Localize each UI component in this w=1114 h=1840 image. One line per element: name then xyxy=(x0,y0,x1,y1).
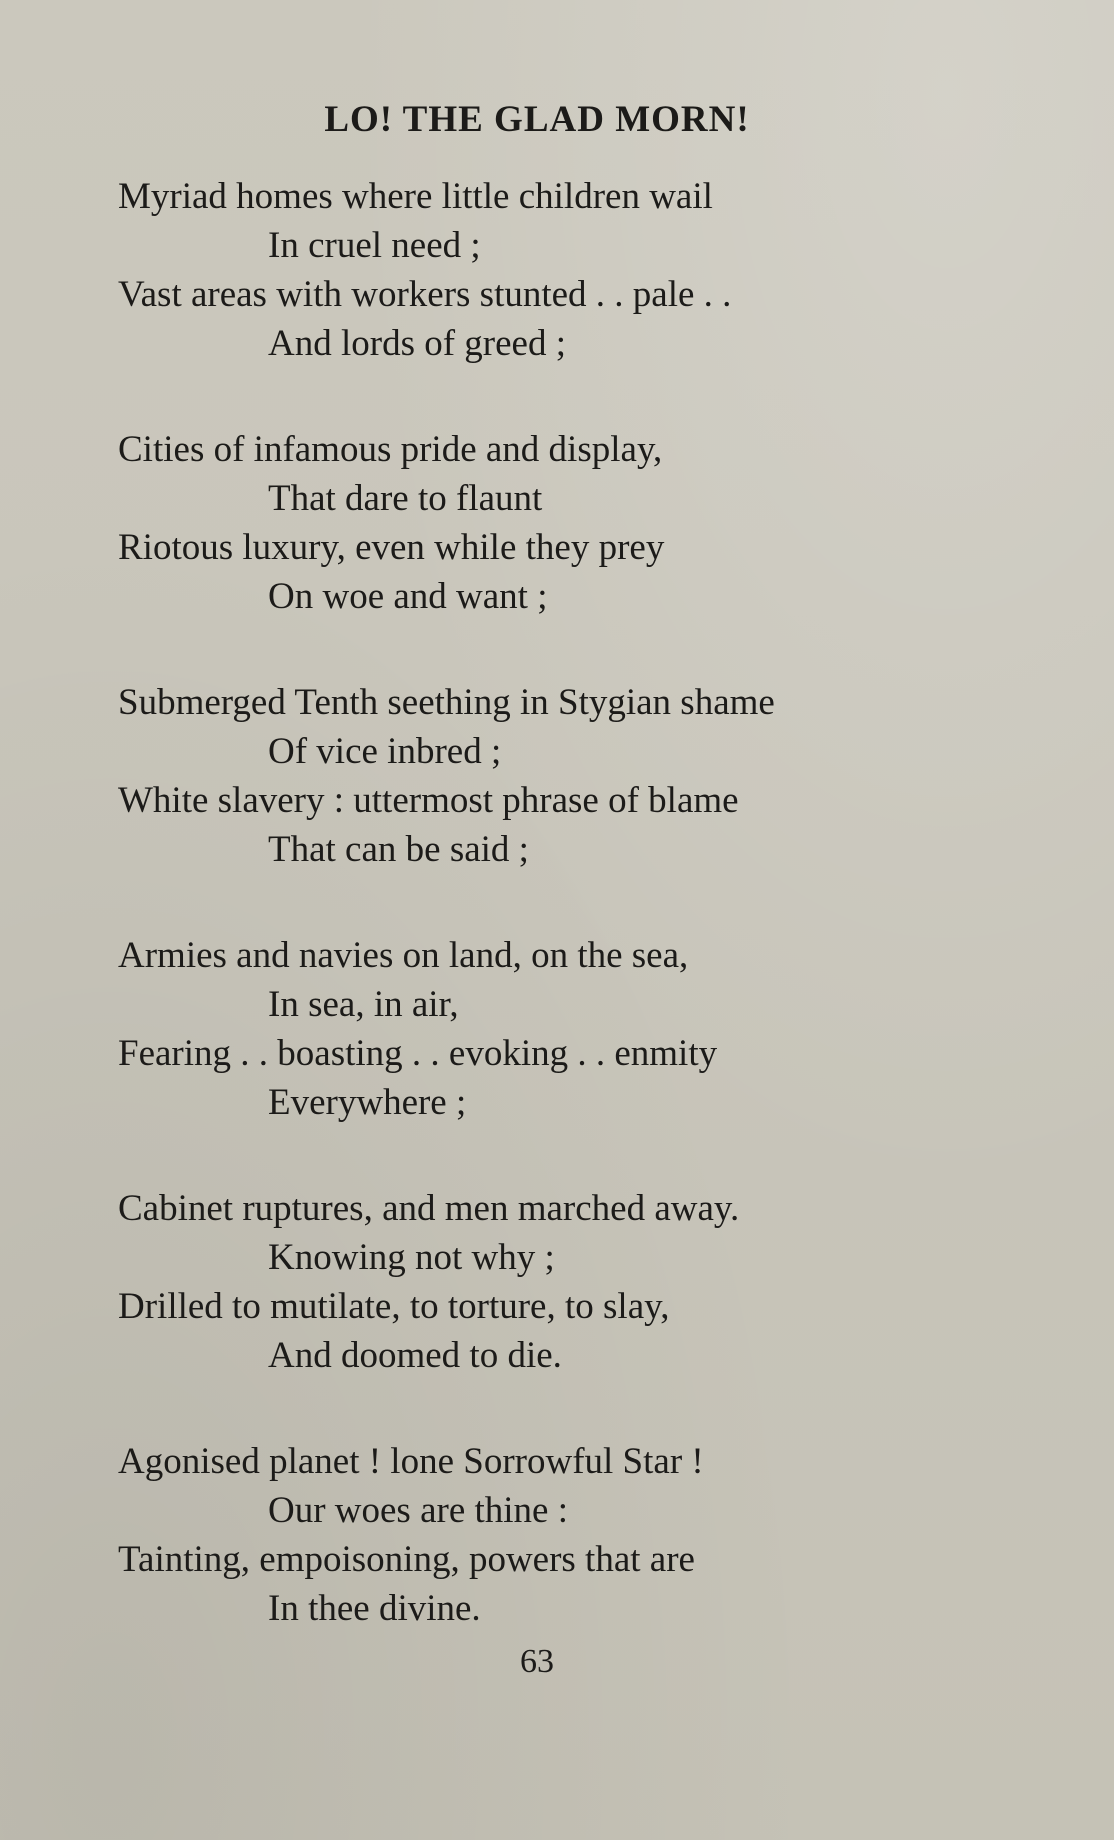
poem-line: Drilled to mutilate, to torture, to slay, xyxy=(118,1286,670,1327)
stanza xyxy=(118,172,1018,368)
poem-line: White slavery : uttermost phrase of blame xyxy=(118,780,739,821)
poem-line-indented: In sea, in air, xyxy=(268,984,459,1025)
stanza xyxy=(118,678,1018,874)
poem-line-indented: Knowing not why ; xyxy=(268,1237,555,1278)
poem-line: Vast areas with workers stunted . . pale . . xyxy=(118,274,732,315)
page-number: 63 xyxy=(520,1643,554,1680)
poem-line: Cities of infamous pride and display, xyxy=(118,429,663,470)
stanza xyxy=(118,1184,1018,1380)
poem-line: Fearing . . boasting . . evoking . . enmity xyxy=(118,1033,718,1074)
poem-line-indented: Our woes are thine : xyxy=(268,1490,569,1531)
poem-line: Tainting, empoisoning, powers that are xyxy=(118,1539,695,1580)
poem-body xyxy=(118,172,1018,1690)
poem-line: Cabinet ruptures, and men marched away. xyxy=(118,1188,740,1229)
poem-line: Myriad homes where little children wail xyxy=(118,176,713,217)
poem-line: Agonised planet ! lone Sorrowful Star ! xyxy=(118,1441,704,1482)
poem-line-indented: On woe and want ; xyxy=(268,576,548,617)
poem-title: LO! THE GLAD MORN! xyxy=(324,99,750,140)
poem-line-indented: And doomed to die. xyxy=(268,1335,562,1376)
poem-line-indented: In cruel need ; xyxy=(268,225,481,266)
poem-line-indented: That can be said ; xyxy=(268,829,529,870)
stanza xyxy=(118,425,1018,621)
poem-line: Riotous luxury, even while they prey xyxy=(118,527,665,568)
poem-line: Submerged Tenth seething in Stygian shame xyxy=(118,682,775,723)
stanza xyxy=(118,931,1018,1127)
stanza xyxy=(118,1437,1018,1633)
poem-line-indented: And lords of greed ; xyxy=(268,323,566,364)
poem-line-indented: Of vice inbred ; xyxy=(268,731,502,772)
poem-line: Armies and navies on land, on the sea, xyxy=(118,935,689,976)
poem-line-indented: That dare to flaunt xyxy=(268,478,543,519)
poem-line-indented: Everywhere ; xyxy=(268,1082,467,1123)
poem-line-indented: In thee divine. xyxy=(268,1588,481,1629)
